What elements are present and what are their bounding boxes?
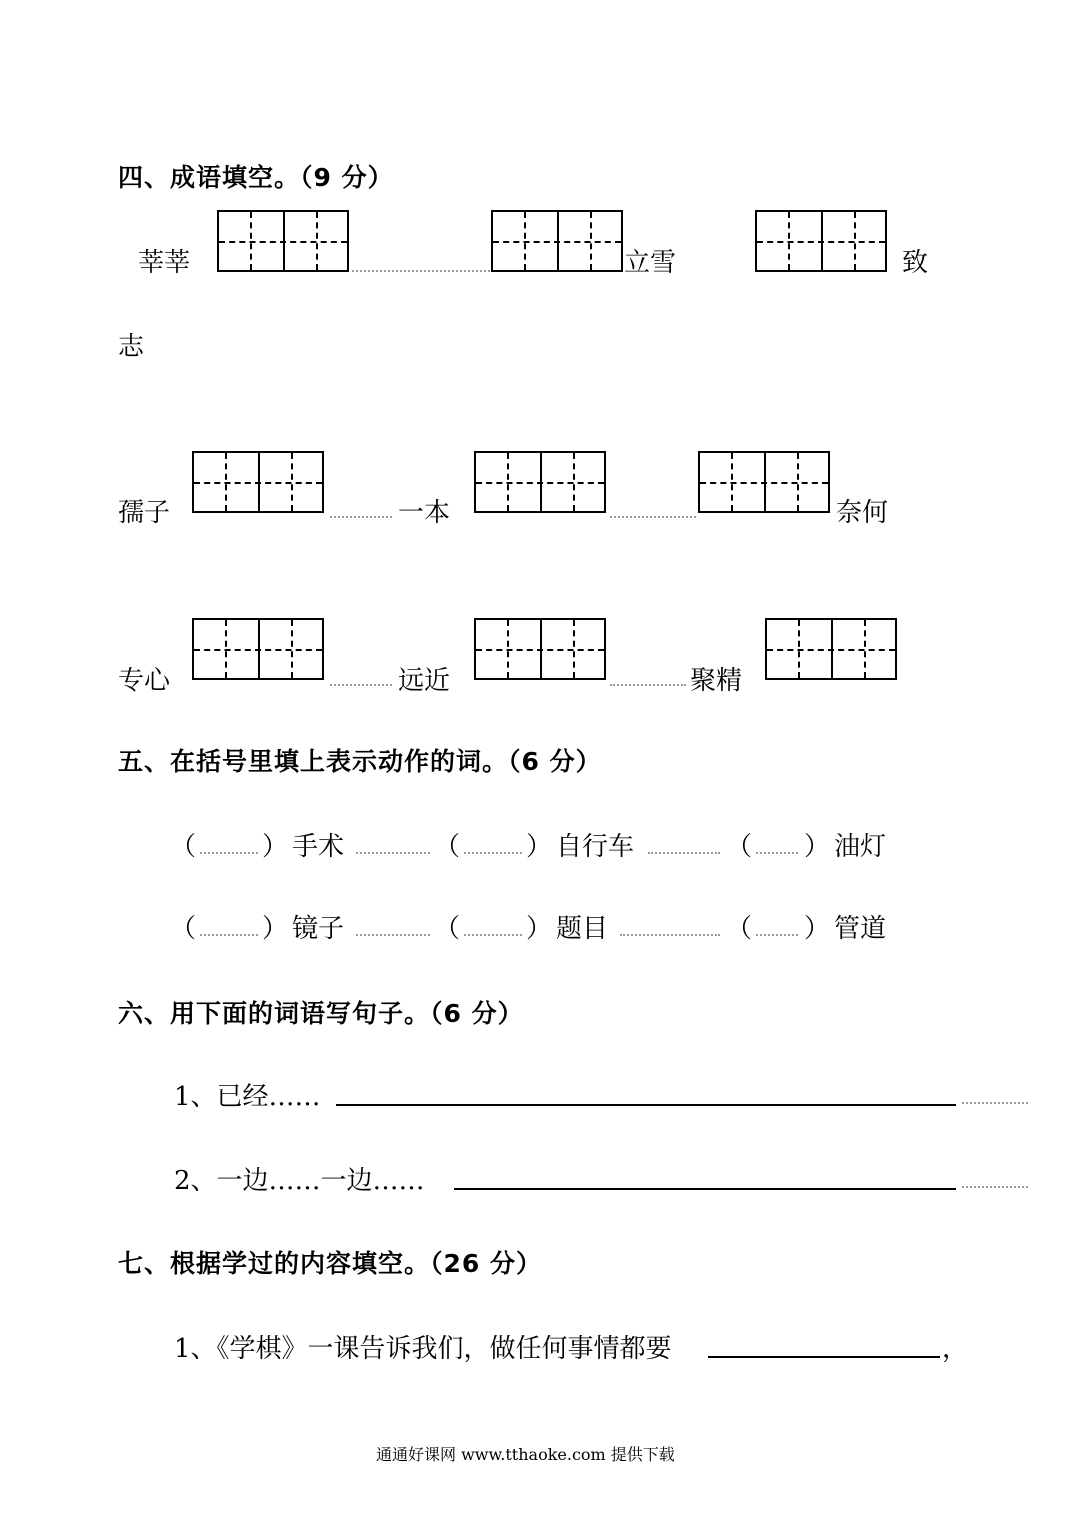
close-paren: ） [262, 832, 289, 862]
idiom-prefix-4: 专心 [118, 666, 171, 696]
writing-box[interactable] [192, 451, 324, 513]
open-paren: （ [726, 914, 753, 944]
page-footer: 通通好课网 www.tthaoke.com 提供下载 [376, 1445, 675, 1464]
verb-object-5: 题目 [556, 914, 609, 944]
verb-object-2: 自行车 [556, 832, 635, 862]
dotted-spacer [356, 934, 430, 936]
blank-space[interactable] [756, 852, 798, 854]
writing-box[interactable] [698, 451, 830, 513]
dotted-spacer [356, 852, 430, 854]
verb-object-1: 手术 [292, 832, 345, 862]
writing-box[interactable] [217, 210, 349, 272]
dotted-spacer [610, 684, 686, 686]
writing-box[interactable] [765, 618, 897, 680]
open-paren: （ [170, 832, 197, 862]
answer-line-2[interactable] [454, 1188, 956, 1190]
dotted-spacer [330, 684, 392, 686]
blank-space[interactable] [200, 934, 258, 936]
idiom-prefix-2: 孺子 [118, 498, 171, 528]
blank-space[interactable] [200, 852, 258, 854]
open-paren: （ [434, 914, 461, 944]
sentence-prompt-1: 1、已经…… [174, 1082, 321, 1112]
section-6-heading: 六、用下面的词语写句子。（6 分） [118, 999, 524, 1028]
dotted-spacer [648, 852, 720, 854]
idiom-suffix-3: 奈何 [836, 498, 889, 528]
dotted-spacer [352, 270, 490, 272]
close-paren: ） [804, 832, 831, 862]
dotted-spacer [610, 516, 696, 518]
idiom-prefix-3: 一本 [398, 498, 451, 528]
writing-box[interactable] [192, 618, 324, 680]
writing-box[interactable] [755, 210, 887, 272]
close-paren: ） [526, 832, 553, 862]
close-paren: ） [804, 914, 831, 944]
writing-box[interactable] [491, 210, 623, 272]
section-5-heading: 五、在括号里填上表示动作的词。（6 分） [118, 747, 602, 776]
dotted-spacer [330, 516, 392, 518]
verb-object-6: 管道 [834, 914, 887, 944]
idiom-suffix-1: 立雪 [624, 248, 677, 278]
close-paren: ） [262, 914, 289, 944]
answer-line-1[interactable] [336, 1104, 956, 1106]
writing-box[interactable] [474, 618, 606, 680]
dotted-spacer [962, 1186, 1028, 1188]
verb-object-4: 镜子 [292, 914, 345, 944]
blank-space[interactable] [464, 934, 522, 936]
dotted-spacer [620, 934, 720, 936]
blank-space[interactable] [756, 934, 798, 936]
blank-space[interactable] [464, 852, 522, 854]
close-paren: ） [526, 914, 553, 944]
dotted-spacer [962, 1102, 1028, 1104]
idiom-suffix-2: 致 [902, 248, 929, 278]
writing-box[interactable] [474, 451, 606, 513]
idiom-suffix-2-wrap: 志 [118, 332, 145, 362]
idiom-prefix-5: 远近 [398, 666, 451, 696]
section-7-heading: 七、根据学过的内容填空。（26 分） [118, 1249, 542, 1278]
verb-object-3: 油灯 [834, 832, 887, 862]
answer-line-3[interactable] [708, 1356, 940, 1358]
sentence-prompt-2: 2、一边……一边…… [174, 1166, 425, 1196]
idiom-prefix-6: 聚精 [690, 666, 743, 696]
section-4-heading: 四、成语填空。（9 分） [118, 163, 394, 192]
open-paren: （ [434, 832, 461, 862]
sentence-comma: ， [942, 1334, 969, 1364]
open-paren: （ [170, 914, 197, 944]
fill-in-sentence-1: 1、《学棋》一课告诉我们，做任何事情都要 [174, 1334, 672, 1364]
open-paren: （ [726, 832, 753, 862]
idiom-prefix-1: 莘莘 [138, 248, 191, 278]
